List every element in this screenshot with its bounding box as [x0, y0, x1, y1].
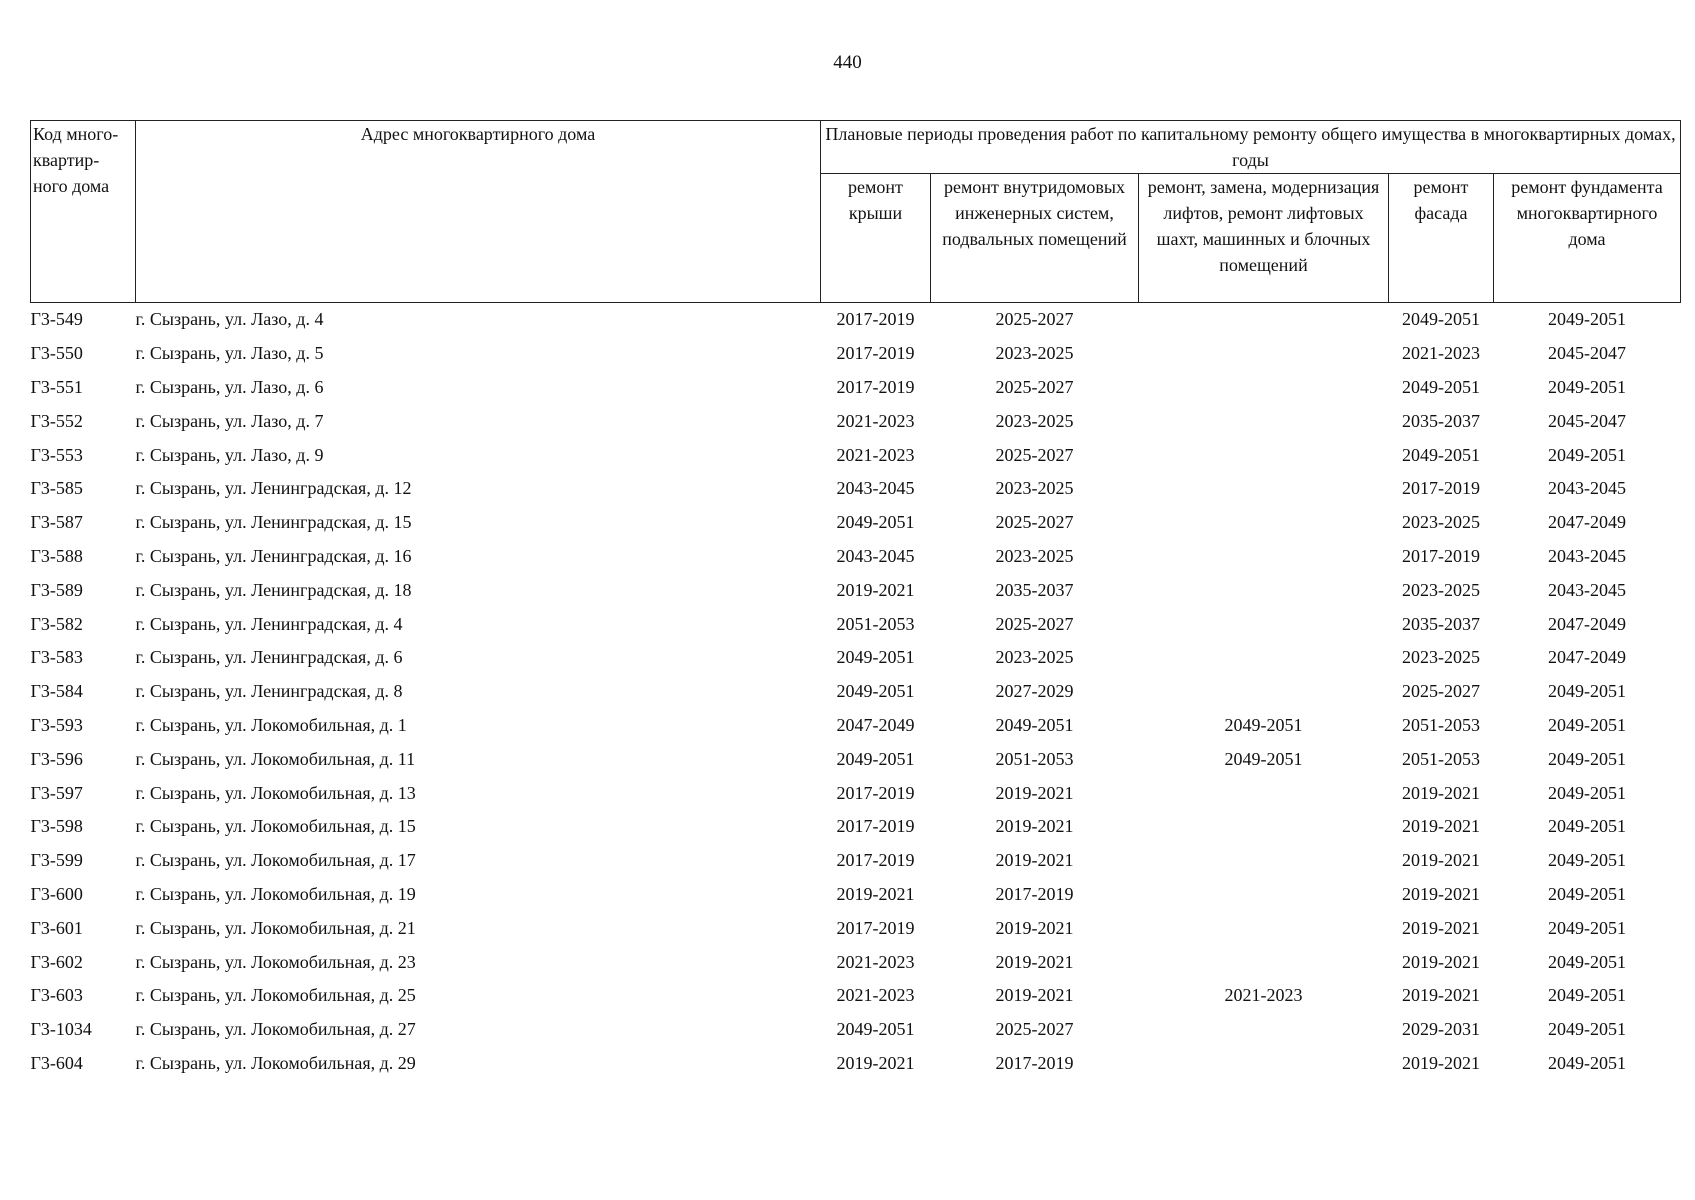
header-address: Адрес многоквартирного дома [136, 121, 821, 303]
row-roof: 2019-2021 [836, 1052, 915, 1073]
table-row [31, 472, 1681, 506]
row-roof: 2049-2051 [836, 647, 915, 668]
row-address: г. Сызрань, ул. Локомобильная, д. 15 [135, 816, 416, 837]
table-row [31, 303, 1681, 337]
row-facade: 2019-2021 [1402, 951, 1480, 972]
row-code: Г3-596 [30, 748, 83, 769]
row-address: г. Сызрань, ул. Лазо, д. 4 [135, 309, 324, 330]
row-address: г. Сызрань, ул. Ленинградская, д. 15 [135, 512, 412, 533]
row-facade: 2019-2021 [1402, 883, 1480, 904]
row-code: Г3-549 [30, 309, 83, 330]
table-row [31, 911, 1681, 945]
row-foundation: 2043-2045 [1548, 579, 1626, 600]
row-lifts [1139, 945, 1389, 979]
row-foundation: 2045-2047 [1548, 343, 1626, 364]
row-facade: 2023-2025 [1402, 512, 1480, 533]
table-header [31, 121, 1681, 303]
row-foundation: 2049-2051 [1548, 748, 1626, 769]
row-address: г. Сызрань, ул. Лазо, д. 7 [135, 410, 324, 431]
row-facade: 2035-2037 [1402, 410, 1480, 431]
row-foundation: 2049-2051 [1548, 850, 1626, 871]
row-engineering: 2049-2051 [995, 714, 1074, 735]
row-roof: 2049-2051 [836, 748, 915, 769]
row-lifts [1139, 303, 1389, 337]
row-lifts [1139, 438, 1389, 472]
row-address: г. Сызрань, ул. Ленинградская, д. 18 [135, 579, 412, 600]
row-engineering: 2025-2027 [995, 613, 1074, 634]
row-facade: 2021-2023 [1402, 343, 1480, 364]
row-lifts [1139, 404, 1389, 438]
row-foundation: 2049-2051 [1548, 714, 1626, 735]
row-foundation: 2049-2051 [1548, 917, 1626, 938]
row-code: Г3-589 [30, 579, 83, 600]
row-roof: 2047-2049 [836, 714, 915, 735]
row-roof: 2017-2019 [836, 850, 915, 871]
row-engineering: 2025-2027 [995, 1019, 1074, 1040]
row-facade: 2023-2025 [1402, 579, 1480, 600]
row-code: Г3-1034 [30, 1019, 92, 1040]
row-engineering: 2025-2027 [995, 444, 1074, 465]
row-foundation: 2043-2045 [1548, 478, 1626, 499]
row-address: г. Сызрань, ул. Ленинградская, д. 4 [135, 613, 403, 634]
header-roof: ремонт крыши [821, 174, 931, 303]
row-lifts [1139, 675, 1389, 709]
row-code: Г3-587 [30, 512, 83, 533]
row-foundation: 2043-2045 [1548, 545, 1626, 566]
row-address: г. Сызрань, ул. Локомобильная, д. 21 [135, 917, 416, 938]
row-foundation: 2049-2051 [1548, 376, 1626, 397]
row-address: г. Сызрань, ул. Локомобильная, д. 29 [135, 1052, 416, 1073]
row-lifts [1139, 540, 1389, 574]
row-engineering: 2019-2021 [995, 782, 1074, 803]
row-address: г. Сызрань, ул. Локомобильная, д. 13 [135, 782, 416, 803]
row-code: Г3-602 [30, 951, 83, 972]
row-roof: 2051-2053 [836, 613, 915, 634]
row-foundation: 2047-2049 [1548, 512, 1626, 533]
row-code: Г3-600 [30, 883, 83, 904]
row-code: Г3-597 [30, 782, 83, 803]
table-row [31, 709, 1681, 743]
row-facade: 2025-2027 [1402, 681, 1480, 702]
row-code: Г3-599 [30, 850, 83, 871]
row-code: Г3-584 [30, 681, 83, 702]
row-facade: 2051-2053 [1402, 748, 1480, 769]
row-foundation: 2047-2049 [1548, 613, 1626, 634]
row-foundation: 2045-2047 [1548, 410, 1626, 431]
row-engineering: 2025-2027 [995, 512, 1074, 533]
row-address: г. Сызрань, ул. Локомобильная, д. 19 [135, 883, 416, 904]
row-roof: 2049-2051 [836, 681, 915, 702]
row-engineering: 2017-2019 [995, 883, 1074, 904]
row-foundation: 2049-2051 [1548, 1052, 1626, 1073]
table-row [31, 540, 1681, 574]
row-facade: 2029-2031 [1402, 1019, 1480, 1040]
row-foundation: 2049-2051 [1548, 309, 1626, 330]
row-foundation: 2049-2051 [1548, 681, 1626, 702]
row-address: г. Сызрань, ул. Лазо, д. 6 [135, 376, 324, 397]
row-facade: 2019-2021 [1402, 782, 1480, 803]
table-row [31, 1047, 1681, 1081]
row-code: Г3-585 [30, 478, 83, 499]
row-engineering: 2023-2025 [995, 647, 1074, 668]
row-lifts [1139, 1013, 1389, 1047]
row-address: г. Сызрань, ул. Локомобильная, д. 1 [135, 714, 407, 735]
row-foundation: 2049-2051 [1548, 951, 1626, 972]
row-code: Г3-582 [30, 613, 83, 634]
row-address: г. Сызрань, ул. Локомобильная, д. 27 [135, 1019, 416, 1040]
row-facade: 2019-2021 [1402, 1052, 1480, 1073]
table-body [31, 303, 1681, 1081]
row-roof: 2049-2051 [836, 512, 915, 533]
row-roof: 2017-2019 [836, 816, 915, 837]
row-engineering: 2019-2021 [995, 816, 1074, 837]
header-engineering: ремонт внутридомовых инженерных систем, подвальных помещений [931, 174, 1139, 303]
row-lifts [1139, 337, 1389, 371]
row-facade: 2019-2021 [1402, 917, 1480, 938]
row-code: Г3-551 [30, 376, 83, 397]
header-periods: Плановые периоды проведения работ по капитальному ремонту общего имущества в многоквартирных домах, годы [821, 121, 1681, 174]
row-roof: 2049-2051 [836, 1019, 915, 1040]
row-code: Г3-588 [30, 545, 83, 566]
row-facade: 2049-2051 [1402, 376, 1480, 397]
row-facade: 2019-2021 [1402, 985, 1480, 1006]
row-code: Г3-583 [30, 647, 83, 668]
row-foundation: 2049-2051 [1548, 1019, 1626, 1040]
row-address: г. Сызрань, ул. Лазо, д. 5 [135, 343, 324, 364]
row-lifts: 2049-2051 [1224, 748, 1303, 769]
row-engineering: 2019-2021 [995, 917, 1074, 938]
row-roof: 2021-2023 [836, 985, 915, 1006]
row-engineering: 2027-2029 [995, 681, 1074, 702]
table-row [31, 1013, 1681, 1047]
row-foundation: 2047-2049 [1548, 647, 1626, 668]
row-engineering: 2019-2021 [995, 985, 1074, 1006]
row-address: г. Сызрань, ул. Ленинградская, д. 12 [135, 478, 412, 499]
table-row [31, 337, 1681, 371]
row-roof: 2017-2019 [836, 309, 915, 330]
row-engineering: 2051-2053 [995, 748, 1074, 769]
row-lifts [1139, 573, 1389, 607]
row-lifts: 2049-2051 [1224, 714, 1303, 735]
row-lifts [1139, 607, 1389, 641]
row-lifts [1139, 1047, 1389, 1081]
table-row [31, 506, 1681, 540]
row-address: г. Сызрань, ул. Локомобильная, д. 11 [135, 748, 416, 769]
row-engineering: 2019-2021 [995, 850, 1074, 871]
row-roof: 2043-2045 [836, 478, 915, 499]
row-address: г. Сызрань, ул. Ленинградская, д. 8 [135, 681, 403, 702]
row-facade: 2017-2019 [1402, 545, 1480, 566]
row-lifts: 2021-2023 [1224, 985, 1303, 1006]
row-engineering: 2019-2021 [995, 951, 1074, 972]
table-row [31, 979, 1681, 1013]
row-facade: 2019-2021 [1402, 816, 1480, 837]
row-lifts [1139, 506, 1389, 540]
row-facade: 2051-2053 [1402, 714, 1480, 735]
row-address: г. Сызрань, ул. Локомобильная, д. 23 [135, 951, 416, 972]
row-roof: 2021-2023 [836, 951, 915, 972]
header-facade: ремонт фасада [1389, 174, 1494, 303]
table-row [31, 573, 1681, 607]
row-roof: 2019-2021 [836, 579, 915, 600]
row-engineering: 2023-2025 [995, 478, 1074, 499]
row-code: Г3-598 [30, 816, 83, 837]
row-facade: 2049-2051 [1402, 444, 1480, 465]
row-code: Г3-552 [30, 410, 83, 431]
table-row [31, 371, 1681, 405]
page-number: 440 [833, 52, 862, 73]
row-engineering: 2023-2025 [995, 545, 1074, 566]
row-lifts [1139, 844, 1389, 878]
header-lifts: ремонт, замена, модернизация лифтов, ремонт лифтовых шахт, машинных и блочных помещений [1139, 174, 1389, 303]
table-row [31, 607, 1681, 641]
table-row [31, 878, 1681, 912]
row-facade: 2035-2037 [1402, 613, 1480, 634]
row-roof: 2017-2019 [836, 782, 915, 803]
row-engineering: 2025-2027 [995, 376, 1074, 397]
row-facade: 2023-2025 [1402, 647, 1480, 668]
row-address: г. Сызрань, ул. Локомобильная, д. 25 [135, 985, 416, 1006]
row-roof: 2021-2023 [836, 410, 915, 431]
table-row [31, 945, 1681, 979]
table-row [31, 641, 1681, 675]
row-foundation: 2049-2051 [1548, 782, 1626, 803]
table-row [31, 844, 1681, 878]
row-roof: 2017-2019 [836, 917, 915, 938]
row-roof: 2043-2045 [836, 545, 915, 566]
row-code: Г3-604 [30, 1052, 83, 1073]
table-row [31, 810, 1681, 844]
row-lifts [1139, 911, 1389, 945]
row-facade: 2017-2019 [1402, 478, 1480, 499]
row-lifts [1139, 878, 1389, 912]
row-roof: 2019-2021 [836, 883, 915, 904]
row-lifts [1139, 776, 1389, 810]
row-address: г. Сызрань, ул. Ленинградская, д. 16 [135, 545, 412, 566]
row-code: Г3-601 [30, 917, 83, 938]
header-code: Код много-квартир-ного дома [31, 121, 136, 303]
row-foundation: 2049-2051 [1548, 883, 1626, 904]
row-address: г. Сызрань, ул. Ленинградская, д. 6 [135, 647, 403, 668]
row-engineering: 2035-2037 [995, 579, 1074, 600]
row-foundation: 2049-2051 [1548, 816, 1626, 837]
row-engineering: 2023-2025 [995, 410, 1074, 431]
row-code: Г3-603 [30, 985, 83, 1006]
table-row [31, 675, 1681, 709]
row-code: Г3-553 [30, 444, 83, 465]
row-foundation: 2049-2051 [1548, 985, 1626, 1006]
row-lifts [1139, 641, 1389, 675]
row-address: г. Сызрань, ул. Лазо, д. 9 [135, 444, 324, 465]
row-roof: 2021-2023 [836, 444, 915, 465]
row-address: г. Сызрань, ул. Локомобильная, д. 17 [135, 850, 416, 871]
table-row [31, 742, 1681, 776]
row-code: Г3-593 [30, 714, 83, 735]
row-engineering: 2017-2019 [995, 1052, 1074, 1073]
row-roof: 2017-2019 [836, 376, 915, 397]
row-roof: 2017-2019 [836, 343, 915, 364]
row-lifts [1139, 371, 1389, 405]
row-foundation: 2049-2051 [1548, 444, 1626, 465]
row-engineering: 2023-2025 [995, 343, 1074, 364]
row-lifts [1139, 472, 1389, 506]
row-facade: 2019-2021 [1402, 850, 1480, 871]
row-lifts [1139, 810, 1389, 844]
table-row [31, 438, 1681, 472]
repair-schedule-table [30, 120, 1681, 1080]
header-foundation: ремонт фундамента многоквартирного дома [1494, 174, 1681, 303]
row-code: Г3-550 [30, 343, 83, 364]
table-row [31, 776, 1681, 810]
row-facade: 2049-2051 [1402, 309, 1480, 330]
row-engineering: 2025-2027 [995, 309, 1074, 330]
table-row [31, 404, 1681, 438]
